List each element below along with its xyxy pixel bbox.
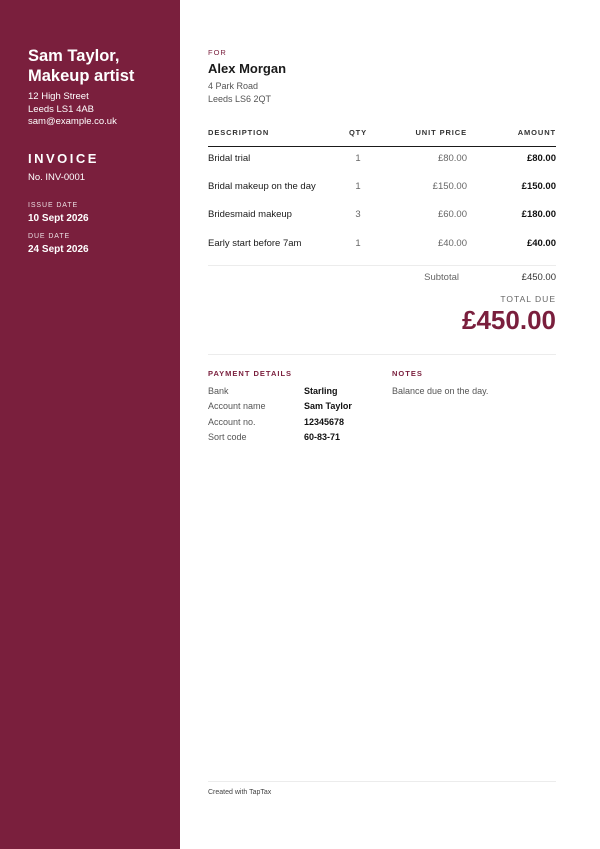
table-header <box>208 128 556 138</box>
account-no-value: 12345678 <box>304 417 345 427</box>
notes-heading: NOTES <box>392 369 423 378</box>
sidebar <box>0 0 180 849</box>
row-qty: 1 <box>355 238 361 249</box>
row-description: Early start before 7am <box>208 238 302 249</box>
invoice-body <box>208 0 556 849</box>
subtotal-label: Subtotal <box>424 272 459 283</box>
due-date-label: DUE DATE <box>28 233 71 240</box>
row-amount: £180.00 <box>521 209 556 220</box>
row-amount: £40.00 <box>526 238 556 249</box>
business-address-line2: Leeds LS1 4AB <box>28 103 95 115</box>
header-amount: AMOUNT <box>517 128 556 137</box>
total-due-value: £450.00 <box>462 305 556 335</box>
account-no-label: Account no. <box>208 417 256 427</box>
sort-code-label: Sort code <box>208 432 247 442</box>
bank-value: Starling <box>304 386 338 396</box>
sort-code-value: 60-83-71 <box>304 432 341 442</box>
client-address-line1: 4 Park Road <box>208 81 259 91</box>
bank-label: Bank <box>208 386 229 396</box>
client-label: FOR <box>208 48 227 57</box>
row-unit-price: £150.00 <box>432 181 467 192</box>
due-date: 24 Sept 2026 <box>28 244 89 255</box>
row-description: Bridesmaid makeup <box>208 209 292 220</box>
header-divider <box>208 146 556 147</box>
row-amount: £80.00 <box>526 153 556 164</box>
account-name-value: Sam Taylor <box>304 401 352 411</box>
subtotal-value: £450.00 <box>521 272 556 283</box>
business-address <box>28 91 117 129</box>
header-description: DESCRIPTION <box>208 128 270 137</box>
table-row <box>208 153 556 165</box>
row-unit-price: £40.00 <box>437 238 467 249</box>
client-address-line2: Leeds LS6 2QT <box>208 93 272 104</box>
invoice-number: No. INV-0001 <box>28 172 86 183</box>
footer-credit: Created with TapTax <box>208 789 272 796</box>
client-address <box>208 80 271 105</box>
notes-text: Balance due on the day. <box>392 386 489 396</box>
row-unit-price: £60.00 <box>437 209 467 220</box>
row-description: Bridal makeup on the day <box>208 181 316 192</box>
table-bottom-divider <box>208 265 556 266</box>
row-amount: £150.00 <box>521 181 556 192</box>
row-qty: 3 <box>355 209 361 220</box>
table-row <box>208 181 556 193</box>
business-address-line1: 12 High Street <box>28 91 89 102</box>
totals-divider <box>208 354 556 355</box>
total-due-label: TOTAL DUE <box>500 294 556 304</box>
business-email: sam@example.co.uk <box>28 116 117 127</box>
client-name: Alex Morgan <box>208 61 287 76</box>
header-unit-price: UNIT PRICE <box>415 128 467 137</box>
row-unit-price: £80.00 <box>437 153 467 164</box>
issue-date: 10 Sept 2026 <box>28 213 89 224</box>
row-description: Bridal trial <box>208 153 251 164</box>
table-row <box>208 238 556 250</box>
table-row <box>208 209 556 221</box>
footer-divider <box>208 781 556 782</box>
payment-details-heading: PAYMENT DETAILS <box>208 369 293 378</box>
account-name-label: Account name <box>208 401 266 411</box>
row-qty: 1 <box>355 153 361 164</box>
issue-date-label: ISSUE DATE <box>28 202 79 209</box>
invoice-title: INVOICE <box>28 151 99 166</box>
business-name: Sam Taylor, Makeup artist <box>28 47 135 85</box>
row-qty: 1 <box>355 181 361 192</box>
header-qty: QTY <box>348 128 368 137</box>
